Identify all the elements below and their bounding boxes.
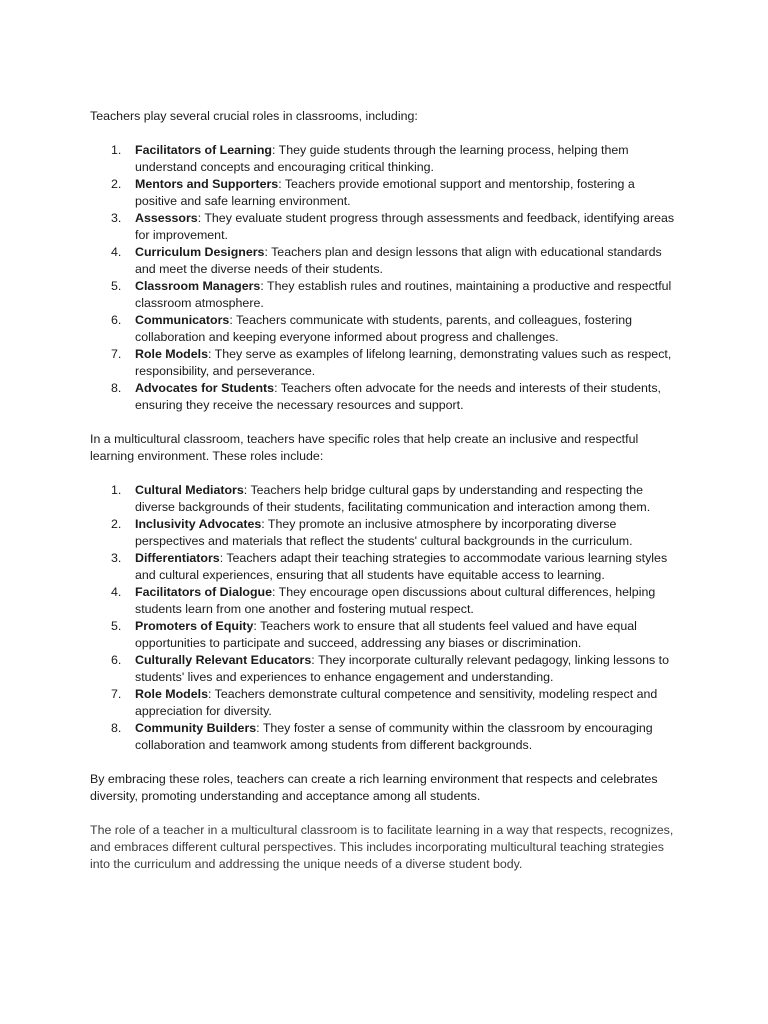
list-description: : Teachers help bridge cultural gaps by understanding and respecting the diverse backgrounds of their students, facilitating communication and interaction among them.: [135, 483, 651, 514]
list-item: [90, 686, 678, 720]
list-number: 4.: [111, 585, 122, 599]
list-item: [90, 176, 678, 210]
list-number: 7.: [111, 687, 122, 701]
list-item: [90, 142, 678, 176]
list-number: 3.: [111, 211, 122, 225]
list-item: [90, 482, 678, 516]
list-term: Culturally Relevant Educators: [135, 653, 312, 667]
list-description: : They guide students through the learning process, helping them understand concepts and encouraging critical thinking.: [135, 143, 629, 174]
list-term: Community Builders: [135, 721, 257, 735]
list-description: : Teachers adapt their teaching strategies to accommodate various learning styles and cultural experiences, ensuring that all students have equitable access to learning.: [135, 551, 668, 582]
list-item: [90, 720, 678, 754]
list-number: 6.: [111, 313, 122, 327]
list-description: : Teachers plan and design lessons that align with educational standards and meet the diverse needs of their students.: [135, 245, 662, 276]
list-number: 7.: [111, 347, 122, 361]
intro-paragraph: Teachers play several crucial roles in classrooms, including:: [90, 109, 418, 123]
list-number: 1.: [111, 483, 122, 497]
list-term: Role Models: [135, 687, 208, 701]
list-number: 8.: [111, 721, 122, 735]
list-term: Communicators: [135, 313, 230, 327]
conclusion-paragraph: By embracing these roles, teachers can create a rich learning environment that respects and celebrates diversity, promoting understanding and acceptance among all students.: [90, 772, 658, 803]
list-number: 3.: [111, 551, 122, 565]
list-description: : They incorporate culturally relevant pedagogy, linking lessons to students' lives and experiences to enhance engagement and understanding.: [135, 653, 669, 684]
list-item: [90, 584, 678, 618]
list-number: 4.: [111, 245, 122, 259]
list-number: 8.: [111, 381, 122, 395]
list-term: Mentors and Supporters: [135, 177, 279, 191]
list-number: 2.: [111, 517, 122, 531]
list-description: : Teachers demonstrate cultural competence and sensitivity, modeling respect and appreciation for diversity.: [135, 687, 658, 718]
list-item: [90, 380, 678, 414]
list-description: : They establish rules and routines, maintaining a productive and respectful classroom atmosphere.: [135, 279, 672, 310]
list-item: [90, 210, 678, 244]
multicultural-intro-paragraph: In a multicultural classroom, teachers have specific roles that help create an inclusive and respectful learning environment. These roles include:: [90, 432, 639, 463]
list-item: [90, 618, 678, 652]
list-number: 5.: [111, 279, 122, 293]
list-term: Classroom Managers: [135, 279, 261, 293]
list-description: : Teachers communicate with students, parents, and colleagues, fostering collaboration and keeping everyone informed about progress and challenges.: [135, 313, 633, 344]
list-term: Role Models: [135, 347, 208, 361]
list-description: : Teachers provide emotional support and mentorship, fostering a positive and safe learning environment.: [135, 177, 635, 208]
list-item: [90, 278, 678, 312]
list-term: Advocates for Students: [135, 381, 275, 395]
classroom-roles-list: [90, 142, 678, 414]
list-term: Assessors: [135, 211, 198, 225]
list-number: 5.: [111, 619, 122, 633]
list-item: [90, 312, 678, 346]
list-description: : They evaluate student progress through assessments and feedback, identifying areas for improvement.: [135, 211, 675, 242]
list-term: Facilitators of Dialogue: [135, 585, 273, 599]
list-number: 6.: [111, 653, 122, 667]
list-item: [90, 652, 678, 686]
list-description: : Teachers work to ensure that all students feel valued and have equal opportunities to participate and succeed, addressing any biases or discrimination.: [135, 619, 637, 650]
list-term: Facilitators of Learning: [135, 143, 273, 157]
list-description: : They serve as examples of lifelong learning, demonstrating values such as respect, responsibility, and perseverance.: [135, 347, 672, 378]
list-item: [90, 516, 678, 550]
list-item: [90, 346, 678, 380]
list-item: [90, 550, 678, 584]
list-description: : They promote an inclusive atmosphere by incorporating diverse perspectives and materials that reflect the students' cultural backgrounds in the curriculum.: [135, 517, 633, 548]
multicultural-roles-list: [90, 482, 678, 754]
list-term: Inclusivity Advocates: [135, 517, 262, 531]
list-term: Cultural Mediators: [135, 483, 244, 497]
list-term: Differentiators: [135, 551, 220, 565]
list-number: 1.: [111, 143, 122, 157]
list-term: Promoters of Equity: [135, 619, 254, 633]
list-description: : They foster a sense of community within the classroom by encouraging collaboration and teamwork among students from different backgrounds.: [135, 721, 653, 752]
list-description: : They encourage open discussions about cultural differences, helping students learn from one another and fostering mutual respect.: [135, 585, 656, 616]
list-number: 2.: [111, 177, 122, 191]
list-description: : Teachers often advocate for the needs and interests of their students, ensuring they receive the necessary resources and support.: [135, 381, 661, 412]
list-item: [90, 244, 678, 278]
summary-paragraph: The role of a teacher in a multicultural classroom is to facilitate learning in a way that respects, recognizes, and embraces different cultural perspectives. This includes incorporating multicultural teaching strategies into the curriculum and addressing the unique needs of a diverse student body.: [90, 823, 674, 871]
list-term: Curriculum Designers: [135, 245, 265, 259]
